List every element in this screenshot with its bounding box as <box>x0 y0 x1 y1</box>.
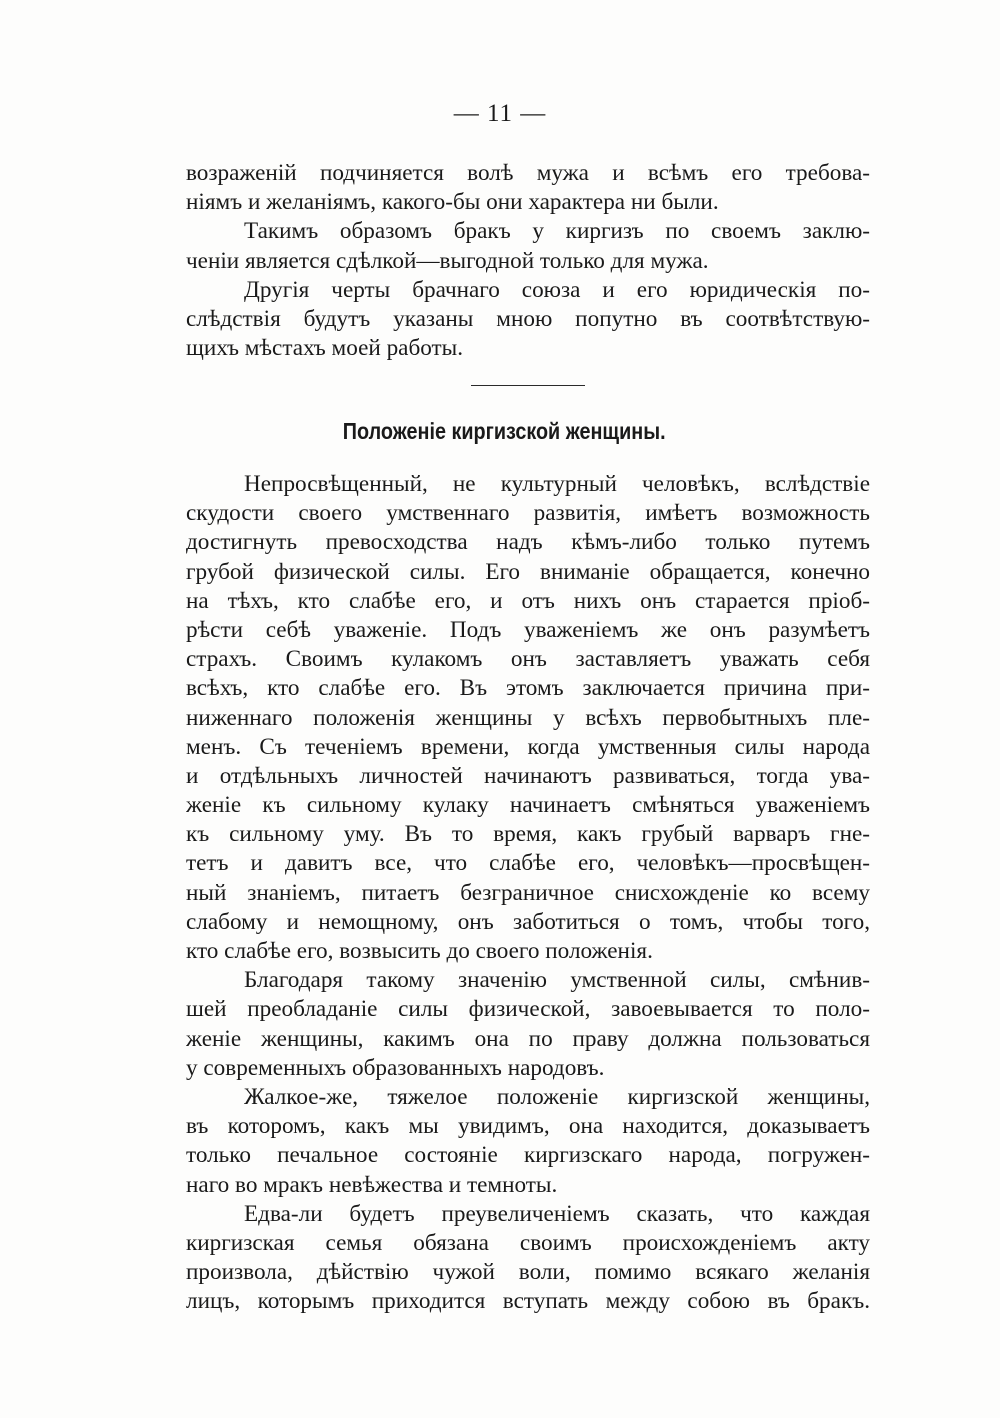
section-body <box>186 470 870 1316</box>
section-heading: Положеніе киргизской женщины. <box>342 418 666 444</box>
text-line: и отдѣльныхъ личностей начинаютъ развиваться, тогда ува- <box>186 762 870 789</box>
text-line: у современныхъ образованныхъ народовъ. <box>186 1054 605 1081</box>
text-line: шей преобладаніе силы физической, завоевывается то поло- <box>186 996 870 1023</box>
text-line: въ которомъ, какъ мы увидимъ, она находится, доказываетъ <box>186 1113 870 1140</box>
text-line: ниженнаго положенія женщины у всѣхъ первобытныхъ пле- <box>186 704 870 731</box>
text-line: слабому и немощному, онъ заботиться о томъ, чтобы того, <box>186 908 870 935</box>
section-divider <box>471 385 585 386</box>
text-line: лицъ, которымъ приходится вступать между собою въ бракъ. <box>186 1288 870 1315</box>
text-line: киргизская семья обязана своимъ происхожденіемъ акту <box>186 1229 870 1256</box>
text-line: достигнуть превосходства надъ кѣмъ-либо только путемъ <box>186 529 870 556</box>
text-line: Такимъ образомъ бракъ у киргизъ по своемъ заклю- <box>244 218 870 245</box>
text-line: Непросвѣщенный, не культурный человѣкъ, вслѣдствіе <box>244 471 870 497</box>
text-line: тетъ и давитъ все, что слабѣе его, человѣкъ—просвѣщен- <box>186 850 870 877</box>
text-line: ный знаніемъ, питаетъ безграничное снисхожденіе ко всему <box>186 879 870 906</box>
page-number: — 11 — <box>453 100 547 127</box>
text-line: къ сильному уму. Въ то время, какъ грубый варваръ гне- <box>186 821 870 848</box>
text-line: женіе женщины, какимъ она по праву должна пользоваться <box>186 1025 870 1052</box>
text-line: страхъ. Своимъ кулакомъ онъ заставляетъ уважать себя <box>186 646 870 673</box>
text-line: наго во мракъ невѣжества и темноты. <box>186 1171 558 1198</box>
text-line: Благодаря такому значенію умственной силы, смѣнив- <box>244 967 870 994</box>
text-line: рѣсти себѣ уваженіе. Подъ уваженіемъ же онъ разумѣетъ <box>186 616 870 643</box>
text-line: менъ. Съ теченіемъ времени, когда умственныя силы народа <box>186 733 870 760</box>
text-line: только печальное состояніе киргизскаго народа, погружен- <box>186 1142 870 1169</box>
text-line: произвола, дѣйствію чужой воли, помимо всякаго желанія <box>186 1259 870 1286</box>
text-line: Едва-ли будетъ преувеличеніемъ сказать, что каждая <box>244 1200 870 1227</box>
text-line: ченіи является сдѣлкой—выгодной только для мужа. <box>186 247 709 274</box>
text-line: кто слабѣе его, возвысить до своего положенія. <box>186 938 653 964</box>
text-line: женіе къ сильному кулаку начинаетъ смѣняться уваженіемъ <box>186 792 870 819</box>
text-line: ніямъ и желаніямъ, какого-бы они характера ни были. <box>186 189 719 216</box>
text-line: щихъ мѣстахъ моей работы. <box>186 335 464 362</box>
text-line: возраженій подчиняется волѣ мужа и всѣмъ его требова- <box>186 160 870 186</box>
text-line: скудости своего умственнаго развитія, имѣетъ возможность <box>186 500 870 527</box>
closing-paragraphs <box>186 159 870 363</box>
text-line: всѣхъ, кто слабѣе его. Въ этомъ заключается причина при- <box>186 675 870 702</box>
text-line: грубой физической силы. Его вниманіе обращается, конечно <box>186 558 870 585</box>
text-line: Жалкое-же, тяжелое положеніе киргизской женщины, <box>244 1083 870 1110</box>
text-line: Другія черты брачнаго союза и его юридическія по- <box>244 276 870 303</box>
text-line: на тѣхъ, кто слабѣе его, и отъ нихъ онъ старается пріоб- <box>186 587 870 614</box>
text-line: слѣдствія будутъ указаны мною попутно въ соотвѣтствую- <box>186 305 870 332</box>
